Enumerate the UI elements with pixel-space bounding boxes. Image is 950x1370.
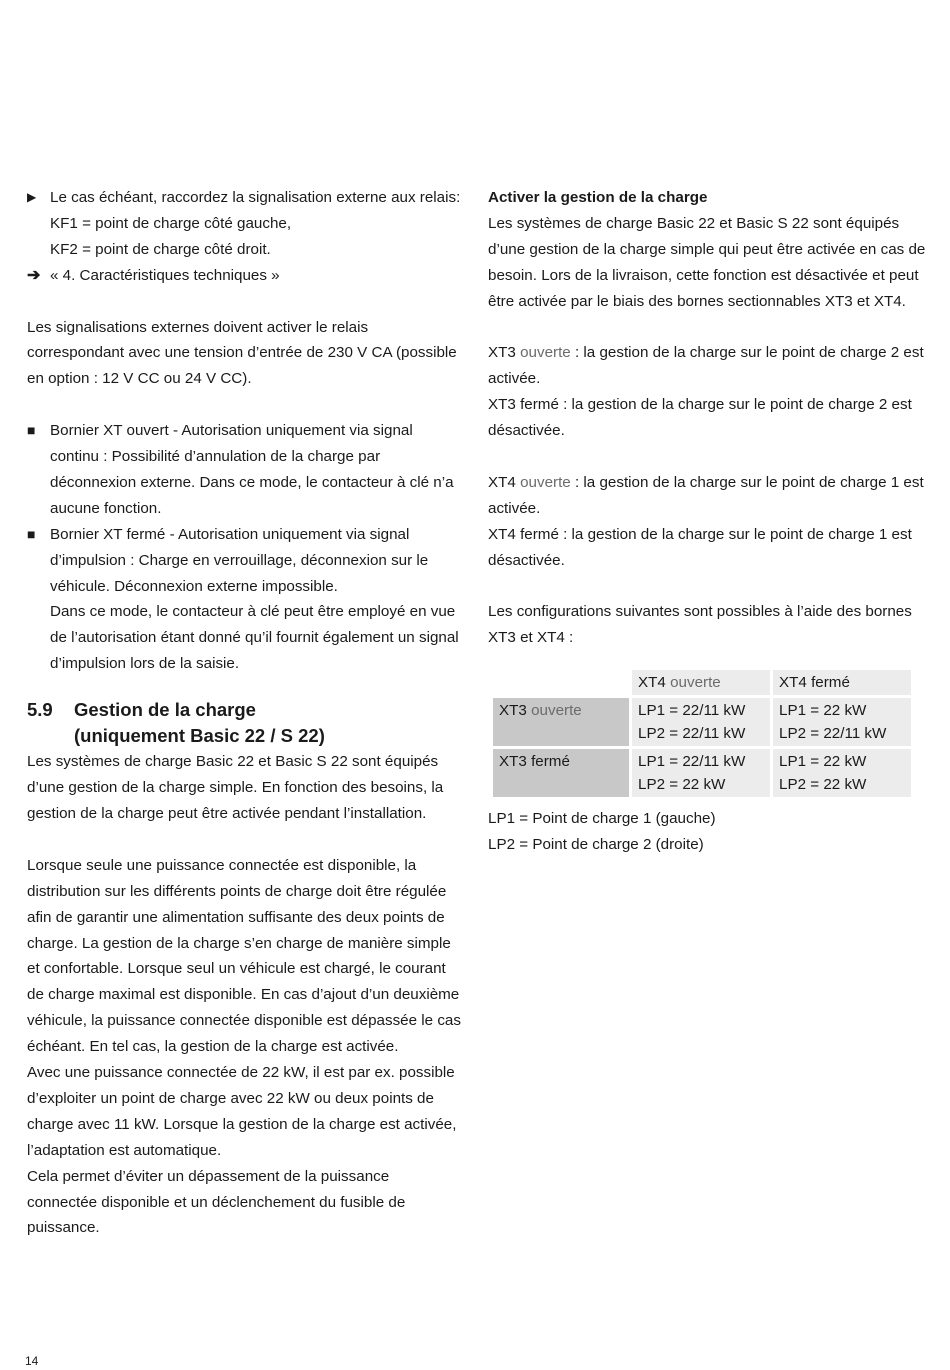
configuration-table bbox=[490, 667, 914, 800]
table-row bbox=[493, 698, 911, 746]
square-bullet-icon: ■ bbox=[27, 525, 36, 542]
section-subtitle: (uniquement Basic 22 / S 22) bbox=[74, 725, 325, 747]
kf1-text: KF1 = point de charge côté gauche, bbox=[50, 214, 292, 232]
kf2-text: KF2 = point de charge côté droit. bbox=[50, 240, 271, 258]
table-cell: LP1 = 22/11 kW LP2 = 22 kW bbox=[632, 749, 770, 797]
reference-item bbox=[27, 263, 463, 289]
bullet-text-continued: Dans ce mode, le contacteur à clé peut être employé en vue de l’autorisation étant donné qu’il fournit également un signal d’impulsion lors de la saisie. bbox=[50, 603, 459, 673]
row-header: XT3 ouverte bbox=[493, 698, 629, 746]
benefit-paragraph: Cela permet d’éviter un dépassement de la puissance connectée disponible et un déclenchement du fusible de puissance. bbox=[27, 1167, 406, 1237]
bullet-text: Bornier XT ouvert - Autorisation uniquement via signal continu : Possibilité d’annulation de la charge par déconnexion externe. Dans ce mode, le contacteur à clé n’a aucune fonction. bbox=[50, 422, 454, 517]
section-number: 5.9 bbox=[27, 699, 53, 721]
page-number: 14 bbox=[25, 1354, 39, 1368]
bullet-text: Bornier XT fermé - Autorisation uniquement via signal d’impulsion : Charge en verrouillage, déconnexion sur le véhicule. Déconnexion externe impossible. bbox=[50, 525, 429, 595]
table-cell: LP1 = 22 kW LP2 = 22/11 kW bbox=[773, 698, 911, 746]
column-header: XT4 fermé bbox=[773, 670, 911, 695]
right-column bbox=[488, 185, 928, 858]
instruction-item bbox=[27, 185, 463, 263]
table-cell: LP1 = 22 kW LP2 = 22 kW bbox=[773, 749, 911, 797]
reference-link[interactable]: « 4. Caractéristiques techniques » bbox=[50, 266, 280, 284]
legend-lp1: LP1 = Point de charge 1 (gauche) bbox=[488, 810, 716, 828]
section-intro-paragraph: Les systèmes de charge Basic 22 et Basic S 22 sont équipés d’une gestion de la charge simple. En fonction des besoins, la gestion de la charge peut être activée pendant l’installation. bbox=[27, 753, 444, 822]
xt3-closed-text: XT3 fermé : la gestion de la charge sur le point de charge 2 est désactivée. bbox=[488, 396, 912, 440]
arrow-right-icon: ➔ bbox=[27, 266, 41, 284]
table-cell: LP1 = 22/11 kW LP2 = 22/11 kW bbox=[632, 698, 770, 746]
bullet-item bbox=[27, 522, 463, 677]
table-header-row bbox=[493, 670, 911, 695]
legend-lp2: LP2 = Point de charge 2 (droite) bbox=[488, 836, 704, 854]
example-paragraph: Avec une puissance connectée de 22 kW, il est par ex. possible d’exploiter un point de charge avec 22 kW ou deux points de charge avec 11 kW. Lorsque la gestion de la charge est activée, l’adaptation est automatique. bbox=[27, 1064, 457, 1159]
triangle-bullet-icon: ▶ bbox=[27, 190, 37, 204]
section-title: Gestion de la charge bbox=[74, 699, 256, 721]
instruction-text: Le cas échéant, raccordez la signalisation externe aux relais: bbox=[50, 189, 461, 206]
column-header: XT4 ouverte bbox=[632, 670, 770, 695]
distribution-paragraph: Lorsque seule une puissance connectée est disponible, la distribution sur les différents points de charge doit être régulée afin de garantir une alimentation suffisante des deux points de charge. La gestion de la charge s’en charge de manière simple et confortable. Lorsque seul un véhicule est chargé, le courant de charge maximal est disponible. En cas d’ajout d’un deuxième véhicule, la puissance connectée disponible est dépassée le cas échéant. En tel cas, la gestion de la charge est activée. bbox=[27, 856, 461, 1056]
xt4-closed-text: XT4 fermé : la gestion de la charge sur le point de charge 1 est désactivée. bbox=[488, 525, 912, 569]
xt3-open-text: XT3 ouverte : la gestion de la charge sur le point de charge 2 est activée. bbox=[488, 344, 924, 388]
left-column bbox=[27, 185, 463, 1241]
table-row bbox=[493, 749, 911, 797]
config-intro: Les configurations suivantes sont possibles à l’aide des bornes XT3 et XT4 : bbox=[488, 603, 912, 647]
section-heading bbox=[27, 697, 463, 749]
row-header: XT3 fermé bbox=[493, 749, 629, 797]
bullet-item bbox=[27, 418, 463, 522]
activation-intro: Les systèmes de charge Basic 22 et Basic S 22 sont équipés d’une gestion de la charge simple qui peut être activée en cas de besoin. Lors de la livraison, cette fonction est désactivée et peut être activée par le biais des bornes sectionnables XT3 et XT4. bbox=[488, 214, 926, 310]
square-bullet-icon: ■ bbox=[27, 422, 36, 439]
signal-paragraph: Les signalisations externes doivent activer le relais correspondant avec une tension d’entrée de 230 V CA (possible en option : 12 V CC ou 24 V CC). bbox=[27, 318, 457, 388]
subheading: Activer la gestion de la charge bbox=[488, 189, 708, 206]
xt4-open-text: XT4 ouverte : la gestion de la charge sur le point de charge 1 est activée. bbox=[488, 473, 924, 517]
